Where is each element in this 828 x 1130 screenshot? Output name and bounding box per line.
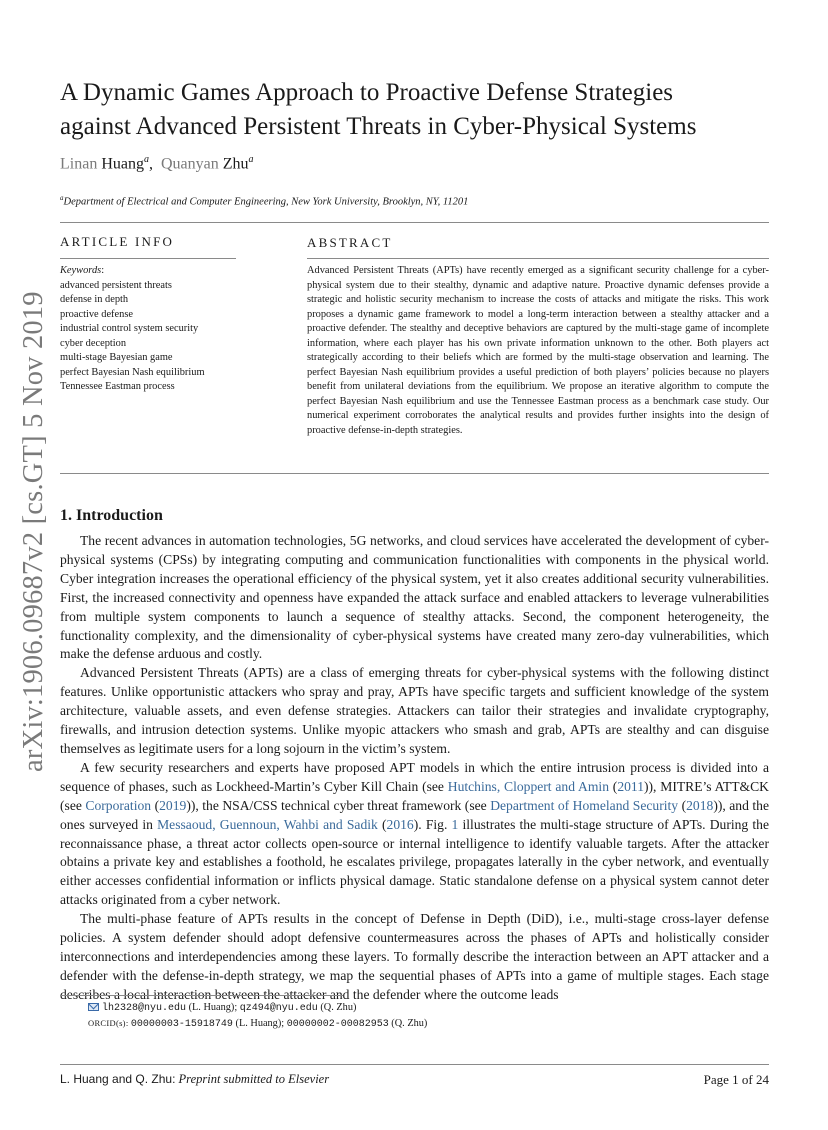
author-1-first: Linan	[60, 155, 98, 173]
author-2-last: Zhu	[222, 155, 249, 173]
keyword: perfect Bayesian Nash equilibrium	[60, 366, 205, 378]
arxiv-stamp: arXiv:1906.09687v2 [cs.GT] 5 Nov 2019	[18, 291, 49, 772]
abstract-text: Advanced Persistent Threats (APTs) have recently emerged as a significant security challenge for a cyber-physical system due to their stealthy, dynamic and adaptive nature. Proactive dynamic defenses provide a strategic and holistic security mechanism to increase the costs of attacks and mitigate the risks. This work proposes a dynamic game framework to model a long-term interaction between a stealthy attacker and a proactive defender. The stealthy and deceptive behaviors are captured by the multi-stage game of incomplete information, where each player has his own private information unknown to the other. Both players act strategically according to their beliefs which are formed by the multi-stage observation and learning. The perfect Bayesian Nash equilibrium provides a useful prediction of both players’ policies because no players benefit from unilateral deviations from the equilibrium. We propose an iterative algorithm to compute the perfect Bayesian Nash equilibrium and use the Tennessee Eastman process as a benchmark case study. Our numerical experiment corroborates the analytical results and provides further insights into the design of proactive defense-in-depth strategies.	[307, 265, 769, 436]
author-2-first: Quanyan	[160, 155, 219, 173]
page-number: Page 1 of 24	[703, 1072, 769, 1087]
citation-link[interactable]: Messaoud, Guennoun, Wahbi and Sadik	[157, 816, 378, 832]
paragraph: Advanced Persistent Threats (APTs) are a class of emerging threats for cyber-physical systems with the following distinct features. Unlike opportunistic attackers who spray and pray, APTs have specific targets and sufficient knowledge of the system architecture, valuable assets, and even defense strategies. Attackers can tailor their strategies and invalidate cryptography, firewalls, and intrusion detection systems. Unlike myopic attackers who smash and grab, APTs are stealthy and can disguise themselves as legitimate users for a long sojourn in the victim’s system.	[60, 665, 769, 756]
author-1-sup: a	[143, 154, 149, 165]
orcid-id: 00000002-00082953	[286, 1019, 389, 1030]
keyword: proactive defense	[60, 308, 133, 320]
article-info-heading: ARTICLE INFO	[60, 234, 175, 249]
title-line-2: against Advanced Persistent Threats in Cyber-Physical Systems	[60, 113, 697, 140]
keyword: advanced persistent threats	[60, 279, 172, 291]
keyword: Tennessee Eastman process	[60, 381, 175, 392]
citation-year-link[interactable]: 2018	[686, 797, 714, 813]
divider-mid	[60, 473, 769, 474]
divider-top	[60, 222, 769, 223]
paragraph: The multi-phase feature of APTs results in the concept of Defense in Depth (DiD), i.e., multi-stage cross-layer defense policies. A system defender should adopt defensive countermeasures across the phases of APTs and holistically consider interconnections and interdependencies among these layers. To formally describe the interaction between an APT attacker and a defender with the defense-in-depth strategy, we map the sequential phases of APTs into a game of multiple stages. Each stage describes a local interaction between the attacker and the defender where the outcome leads	[60, 911, 769, 1002]
title-line-1: A Dynamic Games Approach to Proactive Defense Strategies	[60, 79, 674, 106]
orcid-id: 00000003-15918749	[130, 1019, 233, 1030]
abstract-rule	[307, 258, 769, 259]
keywords-block: Keywords: advanced persistent threats defense in depth proactive defense industrial control system security cyber deception multi-stage Bayesian game perfect Bayesian Nash equilibrium Tennessee Eastman process	[60, 264, 300, 395]
email-link[interactable]: qz494@nyu.edu	[239, 1003, 318, 1014]
citation-year-link[interactable]: 2016	[386, 816, 414, 832]
orcid-label: ORCID(s):	[88, 1018, 131, 1028]
citation-year-link[interactable]: 2011	[617, 778, 644, 794]
citation-link[interactable]: Hutchins, Cloppert and Amin	[447, 778, 609, 794]
figure-ref-link[interactable]: 1	[451, 816, 459, 832]
abstract-heading: ABSTRACT	[307, 235, 393, 250]
keyword: cyber deception	[60, 337, 127, 349]
footer-note: Preprint submitted to Elsevier	[178, 1072, 330, 1086]
footer-authors: L. Huang and Q. Zhu:	[60, 1072, 176, 1086]
article-info-rule	[60, 258, 236, 259]
citation-link[interactable]: Corporation	[85, 797, 152, 813]
footnote-emails: lh2328@nyu.edu (L. Huang); qz494@nyu.edu (Q. Zhu)	[88, 1002, 356, 1014]
author-1-last: Huang	[101, 155, 144, 173]
keyword: industrial control system security	[60, 323, 199, 334]
author-2-sup: a	[248, 154, 254, 165]
email-link[interactable]: lh2328@nyu.edu	[102, 1003, 187, 1014]
section-heading: 1. Introduction	[60, 507, 163, 524]
citation-year-link[interactable]: 2019	[159, 797, 187, 813]
affiliation	[60, 194, 468, 208]
citation-link[interactable]: Department of Homeland Security	[490, 797, 679, 813]
author-list: Linan Huang$^a$, Quanyan Zhu$^a$	[60, 154, 254, 173]
paragraph: The recent advances in automation technologies, 5G networks, and cloud services have accelerated the development of cyber-physical systems (CPSs) by integrating computing and communication functionalities with components in the physical world. Cyber integration increases the operational efficiency of the physical system, yet it also creates additional security vulnerabilities. First, the increased connectivity and openness have expanded the attack surface and enabled attackers to leverage vulnerabilities from multiple system components to launch a sequence of stealthy attacks. Second, the component heterogeneity, the functionality complexity, and the dimensionality of cyber-physical systems have created many zero-day vulnerabilities, which make the defense arduous and costly.	[60, 533, 769, 662]
footer-left	[60, 1072, 329, 1087]
affiliation-text: Department of Electrical and Computer Engineering, New York University, Brooklyn, NY, 11201	[63, 196, 469, 208]
keyword: multi-stage Bayesian game	[60, 352, 173, 363]
footnote-rule	[60, 995, 343, 996]
paragraph: A few security researchers and experts have proposed APT models in which the entire intrusion process is divided into a sequence of phases, such as Lockheed-Martin’s Cyber Kill Chain (see Hutchins, Cloppert and Amin (2011)), MITRE’s ATT&CK (see Corporation (2019)), the NSA/CSS technical cyber threat framework (see Department of Homeland Security (2018)), and the ones surveyed in Messaoud, Guennoun, Wahbi and Sadik (2016). Fig. 1 illustrates the multi-stage structure of APTs. During the reconnaissance phase, a threat actor collects open-source or internal intelligence to identify valuable targets. After the attacker obtains a private key and establishes a foothold, he escalates privilege, propagates laterally in the cyber network, and eventually either accesses confidential information or inflicts physical damage. Static standalone defense on a physical system cannot deter attacks originated from a cyber network.	[60, 759, 769, 908]
affiliation-sup: a	[60, 194, 64, 202]
keywords-label: Keywords	[60, 265, 102, 276]
footnote-orcids: ORCID(s): 00000003-15918749 (L. Huang); 00000002-00082953 (Q. Zhu)	[88, 1018, 428, 1030]
keyword: defense in depth	[60, 294, 129, 305]
mail-icon	[88, 1003, 99, 1011]
body-text	[60, 532, 769, 1005]
footer-rule	[60, 1064, 769, 1065]
paper-title	[60, 76, 780, 144]
